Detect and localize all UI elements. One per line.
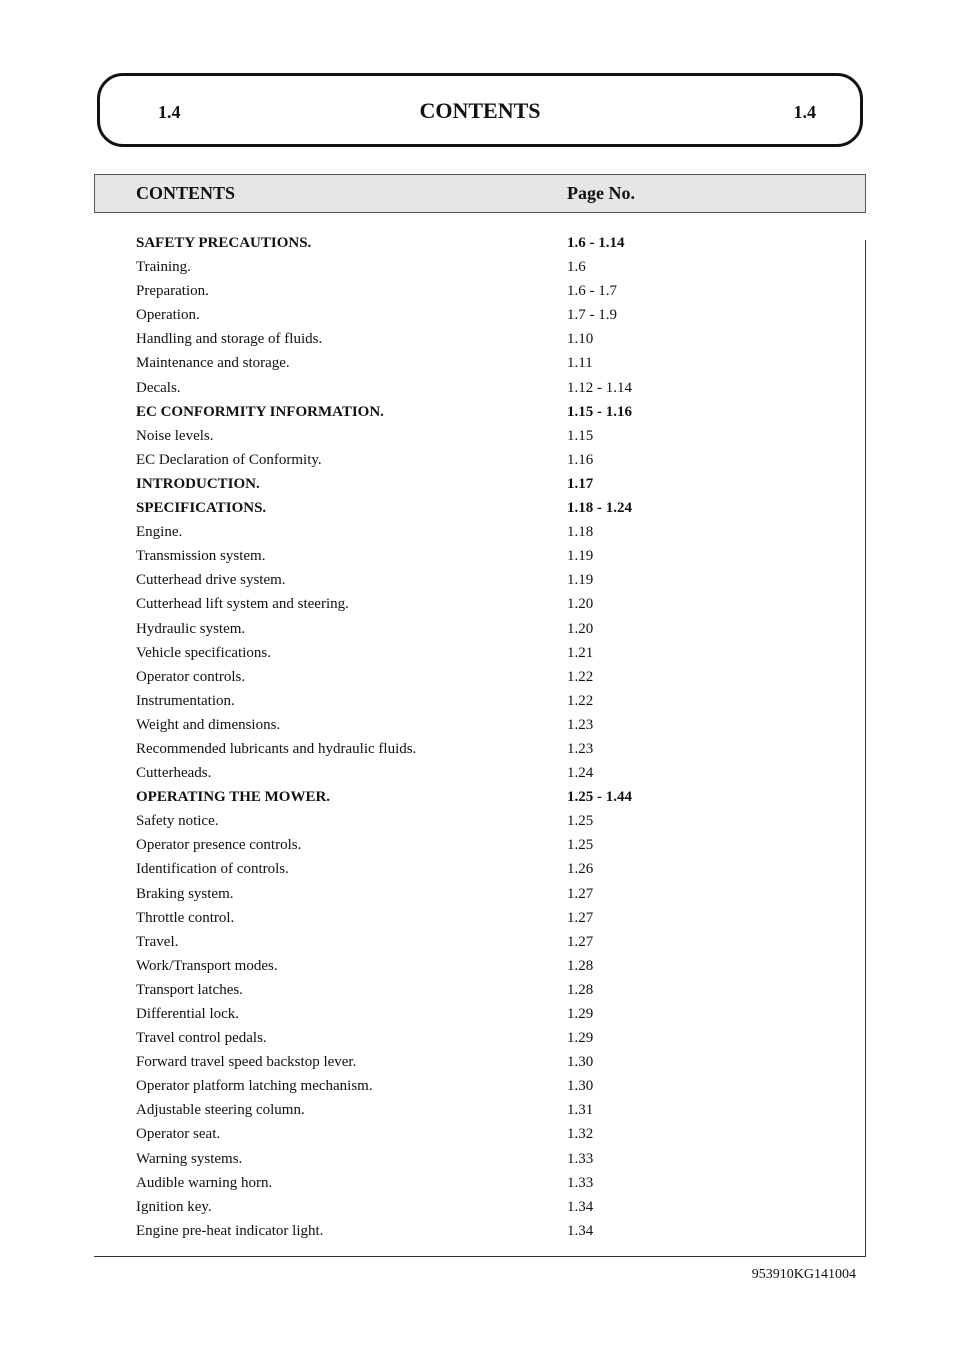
toc-entry-page: 1.20	[567, 596, 594, 613]
toc-entry-page: 1.10	[567, 331, 594, 348]
toc-entry-row	[136, 906, 836, 930]
toc-entry-row	[136, 424, 836, 448]
toc-entry-page: 1.12 - 1.14	[567, 379, 632, 396]
toc-entry-title: Handling and storage of fluids.	[136, 331, 323, 348]
toc-entry-page: 1.27	[567, 885, 594, 902]
toc-entry-page: 1.19	[567, 572, 594, 589]
toc-entry-row	[136, 978, 836, 1002]
toc-entry-title: Ignition key.	[136, 1198, 212, 1215]
toc-entry-page: 1.24	[567, 765, 594, 782]
toc-entry-title: Maintenance and storage.	[136, 355, 290, 372]
toc-entry-title: Warning systems.	[136, 1150, 243, 1167]
toc-entry-page: 1.20	[567, 620, 594, 637]
toc-entry-page: 1.22	[567, 692, 594, 709]
toc-entry-row	[136, 448, 836, 472]
toc-entry-title: SPECIFICATIONS.	[136, 500, 267, 517]
toc-entry-row	[136, 809, 836, 833]
toc-entry-row	[136, 376, 836, 400]
toc-entry-page: 1.18 - 1.24	[567, 500, 632, 517]
contents-column-label: CONTENTS	[136, 183, 236, 203]
table-of-contents	[136, 231, 836, 1243]
right-border-line	[865, 240, 866, 1256]
toc-entry-title: OPERATING THE MOWER.	[136, 789, 331, 806]
toc-entry-page: 1.6 - 1.7	[567, 283, 617, 300]
toc-entry-title: Travel.	[136, 933, 179, 950]
toc-entry-row	[136, 1074, 836, 1098]
toc-entry-title: Transmission system.	[136, 548, 266, 565]
toc-entry-row	[136, 255, 836, 279]
toc-entry-page: 1.17	[567, 475, 594, 492]
toc-entry-page: 1.19	[567, 548, 594, 565]
toc-entry-row	[136, 1147, 836, 1171]
toc-entry-row	[136, 544, 836, 568]
toc-section-row	[136, 496, 836, 520]
toc-entry-row	[136, 665, 836, 689]
toc-entry-title: Operation.	[136, 307, 200, 324]
toc-section-row	[136, 231, 836, 255]
toc-entry-page: 1.26	[567, 861, 594, 878]
toc-entry-title: Training.	[136, 259, 191, 276]
toc-entry-title: Engine.	[136, 524, 183, 541]
contents-column-header	[94, 174, 866, 213]
toc-entry-row	[136, 713, 836, 737]
toc-entry-row	[136, 954, 836, 978]
toc-entry-title: Operator controls.	[136, 668, 246, 685]
toc-entry-row	[136, 351, 836, 375]
toc-entry-page: 1.27	[567, 909, 594, 926]
toc-entry-page: 1.27	[567, 933, 594, 950]
toc-entry-row	[136, 641, 836, 665]
toc-entry-title: SAFETY PRECAUTIONS.	[136, 235, 312, 251]
toc-entry-page: 1.6 - 1.14	[567, 235, 625, 251]
toc-entry-title: Differential lock.	[136, 1006, 240, 1022]
toc-entry-title: Preparation.	[136, 283, 209, 300]
toc-entry-page: 1.15 - 1.16	[567, 403, 632, 420]
toc-entry-row	[136, 1098, 836, 1122]
toc-entry-row	[136, 761, 836, 785]
toc-entry-row	[136, 303, 836, 327]
toc-entry-page: 1.7 - 1.9	[567, 307, 617, 324]
toc-entry-row	[136, 520, 836, 544]
page-header	[97, 73, 863, 147]
toc-entry-title: Cutterhead lift system and steering.	[136, 596, 349, 613]
toc-entry-page: 1.23	[567, 716, 594, 733]
toc-entry-title: Recommended lubricants and hydraulic fluids.	[136, 740, 417, 757]
document-code: 953910KG141004	[751, 1267, 856, 1282]
toc-entry-title: Braking system.	[136, 885, 234, 902]
toc-entry-row	[136, 327, 836, 351]
toc-entry-title: INTRODUCTION.	[136, 475, 260, 492]
toc-entry-page: 1.21	[567, 644, 594, 661]
toc-entry-title: Safety notice.	[136, 813, 219, 830]
toc-entry-row	[136, 592, 836, 616]
toc-entry-title: Work/Transport modes.	[136, 957, 278, 974]
toc-entry-row	[136, 930, 836, 954]
toc-entry-title: Cutterheads.	[136, 765, 212, 782]
toc-entry-page: 1.28	[567, 981, 594, 998]
toc-entry-title: Audible warning horn.	[136, 1174, 273, 1191]
toc-entry-row	[136, 882, 836, 906]
toc-entry-page: 1.16	[567, 451, 594, 468]
toc-entry-title: Noise levels.	[136, 427, 214, 444]
toc-entry-title: Vehicle specifications.	[136, 644, 271, 661]
page-no-column-label: Page No.	[567, 183, 635, 203]
toc-entry-page: 1.18	[567, 524, 594, 541]
toc-section-row	[136, 400, 836, 424]
toc-entry-page: 1.15	[567, 427, 594, 444]
toc-entry-page: 1.33	[567, 1174, 594, 1191]
toc-section-row	[136, 785, 836, 809]
toc-entry-page: 1.30	[567, 1054, 594, 1071]
page-title: CONTENTS	[419, 98, 541, 123]
toc-entry-page: 1.29	[567, 1006, 594, 1022]
header-page-number-right: 1.4	[793, 102, 816, 122]
toc-entry-page: 1.32	[567, 1126, 594, 1143]
toc-entry-page: 1.11	[567, 355, 593, 372]
toc-entry-title: Operator platform latching mechanism.	[136, 1078, 373, 1095]
toc-entry-row	[136, 1195, 836, 1219]
toc-entry-page: 1.25	[567, 813, 594, 830]
toc-entry-title: Throttle control.	[136, 909, 235, 926]
toc-entry-title: Operator seat.	[136, 1126, 221, 1143]
toc-entry-page: 1.28	[567, 957, 594, 974]
toc-entry-row	[136, 833, 836, 857]
bottom-divider-line	[94, 1256, 866, 1257]
toc-entry-title: Identification of controls.	[136, 861, 289, 878]
toc-entry-page: 1.29	[567, 1030, 594, 1047]
toc-entry-title: Travel control pedals.	[136, 1030, 267, 1047]
toc-entry-row	[136, 1219, 836, 1243]
toc-entry-page: 1.30	[567, 1078, 594, 1095]
toc-entry-page: 1.22	[567, 668, 594, 685]
toc-entry-row	[136, 689, 836, 713]
toc-entry-page: 1.34	[567, 1198, 594, 1215]
toc-entry-row	[136, 737, 836, 761]
toc-entry-title: EC Declaration of Conformity.	[136, 451, 322, 468]
toc-entry-row	[136, 279, 836, 303]
toc-entry-title: Instrumentation.	[136, 692, 235, 709]
toc-entry-page: 1.23	[567, 740, 594, 757]
toc-entry-page: 1.25	[567, 837, 594, 854]
header-page-number-left: 1.4	[158, 102, 181, 122]
toc-entry-row	[136, 1122, 836, 1146]
toc-entry-title: Hydraulic system.	[136, 620, 246, 637]
toc-entry-title: Transport latches.	[136, 981, 243, 998]
toc-entry-page: 1.31	[567, 1102, 594, 1119]
toc-entry-row	[136, 1002, 836, 1026]
toc-entry-row	[136, 1050, 836, 1074]
toc-entry-row	[136, 568, 836, 592]
toc-entry-title: Engine pre-heat indicator light.	[136, 1222, 324, 1239]
toc-entry-row	[136, 1026, 836, 1050]
toc-entry-page: 1.34	[567, 1222, 594, 1239]
toc-entry-row	[136, 617, 836, 641]
toc-entry-title: Forward travel speed backstop lever.	[136, 1054, 357, 1071]
toc-entry-page: 1.25 - 1.44	[567, 789, 632, 806]
toc-entry-title: Weight and dimensions.	[136, 716, 281, 733]
toc-entry-title: Operator presence controls.	[136, 837, 302, 854]
toc-entry-title: EC CONFORMITY INFORMATION.	[136, 403, 384, 420]
toc-entry-title: Adjustable steering column.	[136, 1102, 305, 1119]
toc-entry-page: 1.6	[567, 259, 586, 276]
toc-entry-title: Cutterhead drive system.	[136, 572, 286, 589]
toc-entry-row	[136, 857, 836, 881]
toc-entry-page: 1.33	[567, 1150, 594, 1167]
toc-entry-title: Decals.	[136, 379, 181, 396]
toc-entry-row	[136, 1171, 836, 1195]
toc-section-row	[136, 472, 836, 496]
